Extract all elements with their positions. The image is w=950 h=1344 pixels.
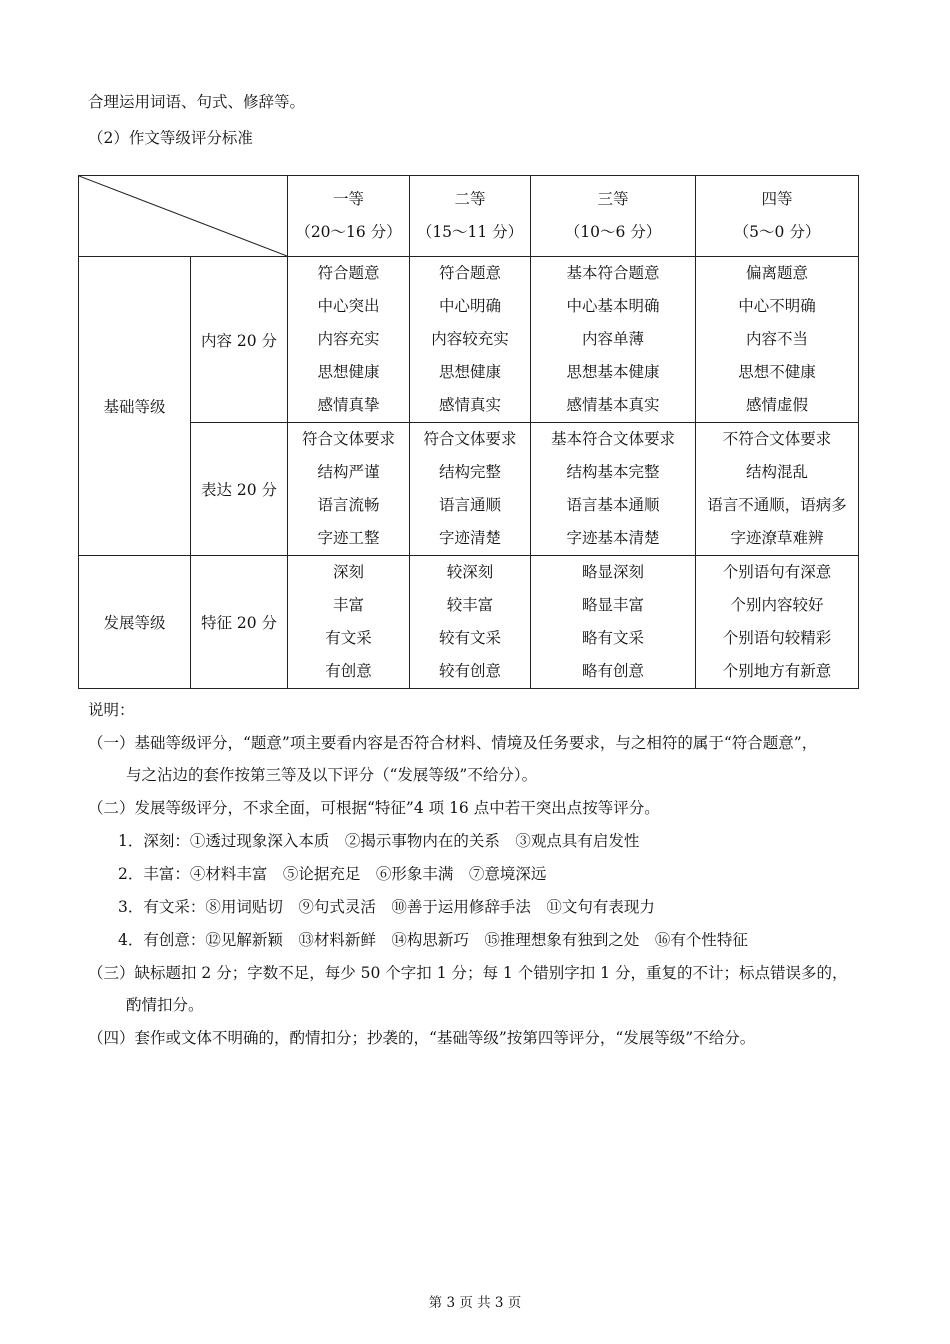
cell-expression-1: 符合文体要求 结构严谨 语言流畅 字迹工整	[288, 423, 410, 556]
cell-feature-2: 较深刻 较丰富 较有文采 较有创意	[410, 556, 531, 689]
table-row-content	[79, 257, 859, 423]
group-develop: 发展等级	[79, 556, 191, 689]
cell-content-3: 基本符合题意 中心基本明确 内容单薄 思想基本健康 感情基本真实	[531, 257, 696, 423]
table-row-expression	[79, 423, 859, 556]
cell-feature-1: 深刻 丰富 有文采 有创意	[288, 556, 410, 689]
cell-expression-2: 符合文体要求 结构完整 语言通顺 字迹清楚	[410, 423, 531, 556]
note-1-line-1: （一）基础等级评分，“题意”项主要看内容是否符合材料、情境及任务要求，与之相符的属于“符合题意”，	[88, 734, 818, 752]
cell-content-1: 符合题意 中心突出 内容充实 思想健康 感情真挚	[288, 257, 410, 423]
note-3-line-1: （三）缺标题扣 2 分；字数不足，每少 50 个字扣 1 分；每 1 个错别字扣 1 分，重复的不计；标点错误多的，	[88, 964, 848, 982]
cell-expression-4: 不符合文体要求 结构混乱 语言不通顺，语病多 字迹潦草难辨	[696, 423, 859, 556]
cell-expression-3: 基本符合文体要求 结构基本完整 语言基本通顺 字迹基本清楚	[531, 423, 696, 556]
header-grade-4: 四等 （5～0 分）	[696, 176, 859, 257]
note-2-item-1: 1．深刻：①透过现象深入本质 ②揭示事物内在的关系 ③观点具有启发性	[118, 832, 640, 850]
cell-feature-4: 个别语句有深意 个别内容较好 个别语句较精彩 个别地方有新意	[696, 556, 859, 689]
section-heading: （2）作文等级评分标准	[88, 129, 253, 147]
row-label-expression: 表达 20 分	[191, 423, 288, 556]
page-footer: 第 3 页 共 3 页	[428, 1295, 522, 1311]
diagonal-header-cell	[79, 176, 288, 257]
group-basic: 基础等级	[79, 257, 191, 556]
note-4: （四）套作或文体不明确的，酌情扣分；抄袭的，“基础等级”按第四等评分，“发展等级”不给分。	[88, 1029, 756, 1047]
table-header-row	[79, 176, 859, 257]
header-grade-2: 二等 （15～11 分）	[410, 176, 531, 257]
header-grade-1: 一等 （20～16 分）	[288, 176, 410, 257]
diagonal-line	[79, 176, 287, 256]
row-label-content: 内容 20 分	[191, 257, 288, 423]
cell-content-2: 符合题意 中心明确 内容较充实 思想健康 感情真实	[410, 257, 531, 423]
note-2-item-2: 2．丰富：④材料丰富 ⑤论据充足 ⑥形象丰满 ⑦意境深远	[118, 865, 547, 883]
note-1-line-2: 与之沾边的套作按第三等及以下评分（“发展等级”不给分）。	[126, 766, 538, 784]
row-label-feature: 特征 20 分	[191, 556, 288, 689]
grading-table	[78, 175, 859, 689]
cell-feature-3: 略显深刻 略显丰富 略有文采 略有创意	[531, 556, 696, 689]
intro-line: 合理运用词语、句式、修辞等。	[88, 93, 306, 111]
note-2-item-4: 4．有创意：⑫见解新颖 ⑬材料新鲜 ⑭构思新巧 ⑮推理想象有独到之处 ⑯有个性特征	[118, 931, 748, 949]
table-row-feature	[79, 556, 859, 689]
cell-content-4: 偏离题意 中心不明确 内容不当 思想不健康 感情虚假	[696, 257, 859, 423]
header-grade-3: 三等 （10～6 分）	[531, 176, 696, 257]
note-3-line-2: 酌情扣分。	[126, 996, 204, 1014]
note-2: （二）发展等级评分，不求全面，可根据“特征”4 项 16 点中若干突出点按等评分。	[88, 799, 660, 817]
note-2-item-3: 3．有文采：⑧用词贴切 ⑨句式灵活 ⑩善于运用修辞手法 ⑪文句有表现力	[118, 898, 655, 916]
notes-title: 说明：	[88, 701, 135, 719]
